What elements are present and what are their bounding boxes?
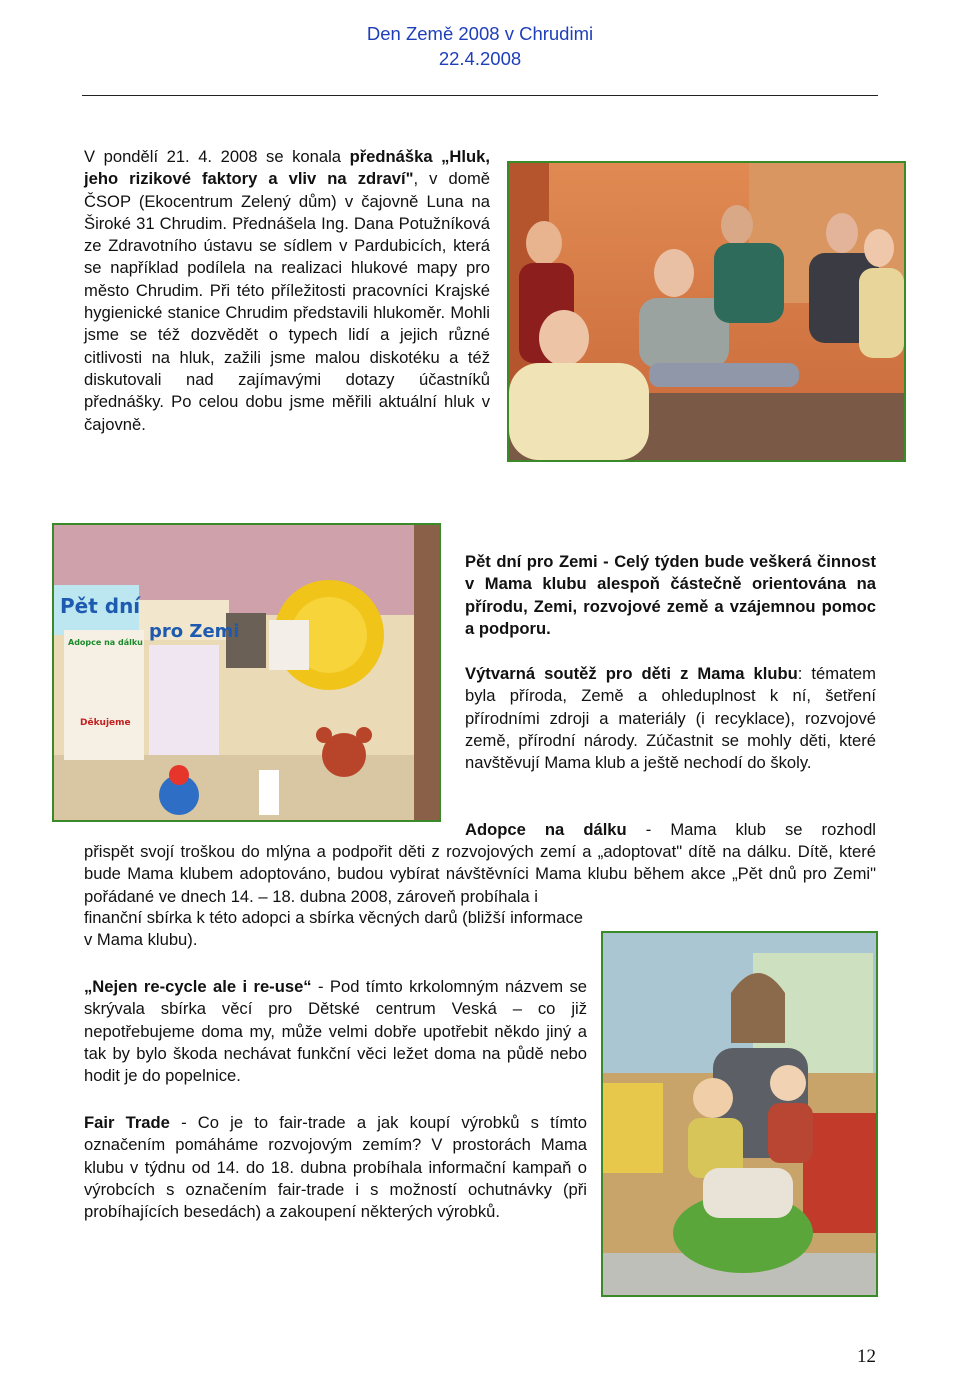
adoption-paragraph: přispět svojí troškou do mlýna a podpořit děti z rozvojových zemí a „adoptovat" dítě na dálku. Dítě, které bude Mama klubem adoptováno, budou vybírat návštěvníci Mama klubu během akce „Pět dnů pro Zemi" pořádané ve dnech 14. – 18. dubna 2008, zároveň probíhala i	[84, 842, 876, 906]
board-photo-image	[54, 525, 439, 820]
children-photo	[601, 931, 878, 1297]
five-days-paragraph: Pět dní pro Zemi - Celý týden bude veškerá činnost v Mama klubu alespoň částečně orientována na přírodu, Zemi, rozvojové země a vzájemnou pomoc a podporu.	[465, 552, 876, 638]
header-rule	[82, 95, 878, 96]
lecture-paragraph: V pondělí 21. 4. 2008 se konala přednáška „Hluk, jeho rizikové faktory a vliv na zdraví", v domě ČSOP (Ekocentrum Zelený dům) v čajovně Luna na Široké 31 Chrudim. Přednášela Ing. Dana Potužníková ze Zdravotního ústavu se sídlem v Pardubicích, která se například podílela na realizaci hlukové mapy pro město Chrudim. Při této příležitosti pracovníci Krajské hygienické stanice Chrudim představili hlukoměr. Mohli jsme se též dozvědět o typech lidí a jejich různé citlivosti na hluk, zažili jsme malou diskotéku a též diskutovali nad zajímavými dotazy účastníků přednášky. Po celou dobu jsme měřili aktuální hluk v čajovně.	[84, 147, 491, 434]
recycle-paragraph: „Nejen re-cycle ale i re-use“ - Pod tímto krkolomným názvem se skrývala sbírka věcí pro Dětské centrum Veská – co již nepotřebujeme doma my, může velmi dobře upotřebit někdo jiný a tak by bylo škoda nechávat funkční věci ležet doma na půdě nebo hodit je do popelnice.	[84, 977, 587, 1086]
board-title-1: Pět dní	[60, 594, 141, 618]
art-contest-paragraph: Výtvarná soutěž pro děti z Mama klubu: tématem byla příroda, Země a ohleduplnost k ní, šetření přírodními zdroji a materiály (i recyklace), rozvojové země, přírodní národy. Zúčastnit se mohly děti, které navštěvují Mama klub a ještě nechodí do školy.	[465, 664, 876, 773]
recycle-title: „Nejen re-cycle ale i re-use“	[84, 977, 312, 996]
adoption-line1: Adopce na dálku - Mama klub se rozhodl	[465, 820, 876, 839]
children-photo-image	[603, 933, 876, 1295]
header-date: 22.4.2008	[438, 48, 522, 69]
adoption-paragraph-end: finanční sbírka k této adopci a sbírka věcných darů (bližší informace v Mama klubu).	[84, 908, 583, 950]
page-number: 12	[857, 1346, 876, 1367]
lecture-photo	[507, 161, 906, 462]
header-title: Den Země 2008 v Chrudimi	[366, 23, 594, 44]
fairtrade-paragraph: Fair Trade - Co je to fair-trade a jak koupí výrobků s tímto označením pomáháme rozvojovým zemím? V prostorách Mama klubu v týdnu od 14. do 18. dubna probíhala informační kampaň o výrobcích s označením fair-trade i s možností ochutnávky (při probíhajících besedách) a zakoupení některých výrobků.	[84, 1113, 587, 1222]
lecture-photo-image	[509, 163, 904, 460]
adoption-title: Adopce na dálku	[465, 820, 627, 839]
board-dekujeme: Děkujeme	[80, 718, 131, 728]
lecture-title: přednáška „Hluk, jeho rizikové faktory a vliv na zdraví"	[84, 147, 490, 189]
board-adopce: Adopce na dálku	[68, 638, 143, 647]
art-contest-title: Výtvarná soutěž pro děti z Mama klubu	[465, 664, 798, 683]
board-title-2: pro Zemi	[149, 621, 240, 642]
board-photo	[52, 523, 441, 822]
fairtrade-title: Fair Trade	[84, 1113, 170, 1132]
